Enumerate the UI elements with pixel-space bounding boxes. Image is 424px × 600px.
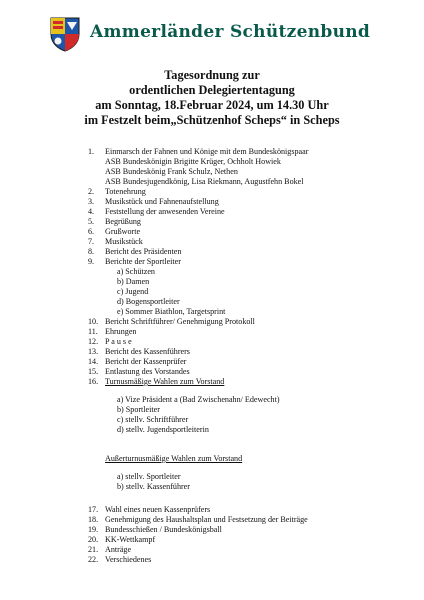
sub-line: e) Sommer Biathlon, Targetsprint: [117, 307, 226, 316]
agenda-item-number: 1.: [88, 147, 95, 156]
sub-line: b) Sportleiter: [117, 405, 160, 414]
title-line-3: am Sonntag, 18.Februar 2024, um 14.30 Uhr: [95, 98, 329, 112]
agenda-item-text: Feststellung der anwesenden Vereine: [105, 207, 225, 216]
agenda-item-number: 5.: [88, 217, 95, 226]
agenda-item-text: P a u s e: [105, 337, 132, 346]
agenda-item-number: 9.: [88, 257, 95, 266]
agenda-item-number: 21.: [88, 545, 99, 554]
agenda-item-number: 12.: [88, 337, 99, 346]
letterhead: [50, 14, 390, 54]
agenda-item-text: Bericht des Kassenführers: [105, 347, 190, 356]
agenda-item-number: 20.: [88, 535, 99, 544]
agenda-item-text: Berichte der Sportleiter: [105, 257, 181, 266]
agenda-item-number: 17.: [88, 505, 99, 514]
agenda-item-text: Entlastung des Vorstandes: [105, 367, 190, 376]
sub-line: a) Schützen: [117, 267, 155, 276]
agenda-item-number: 11.: [88, 327, 98, 336]
title-line-4: im Festzelt beim„Schützenhof Scheps“ in Scheps: [84, 113, 340, 127]
sub-line: a) Vize Präsident a (Bad Zwischenahn/ Edewecht): [117, 395, 280, 404]
sub-line: d) Bogensportleiter: [117, 297, 180, 306]
agenda-item-text: Verschiedenes: [105, 555, 152, 564]
agenda-item-number: 16.: [88, 377, 99, 386]
agenda-item-number: 13.: [88, 347, 99, 356]
agenda-item-text: Bericht des Präsidenten: [105, 247, 182, 256]
agenda-item-number: 15.: [88, 367, 99, 376]
agenda-item-text: Bericht Schriftführer/ Genehmigung Protokoll: [105, 317, 255, 326]
agenda-item-text: Grußworte: [105, 227, 141, 236]
agenda-item-text: Begrüßung: [105, 217, 141, 226]
agenda-item-text: Turnusmäßige Wahlen zum Vorstand: [105, 377, 225, 386]
agenda-item-text: Musikstück und Fahnenaufstellung: [105, 197, 219, 206]
agenda-item-text: KK-Wettkampf: [105, 535, 156, 544]
agenda-item-number: 4.: [88, 207, 95, 216]
sub-line: a) stellv. Sportleiter: [117, 472, 181, 481]
sub-line: b) Damen: [117, 277, 150, 286]
agenda-item-text: Einmarsch der Fahnen und Könige mit dem Bundeskönigspaar: [105, 147, 309, 156]
agenda-item-text: Wahl eines neuen Kassenprüfers: [105, 505, 211, 514]
agenda-item-number: 8.: [88, 247, 95, 256]
sub-line: b) stellv. Kassenführer: [117, 482, 190, 491]
sub-line: ASB Bundesjugendkönig, Lisa Riekmann, Augustfehn Bokel: [105, 177, 304, 186]
sub-line: d) stellv. Jugendsportleiterin: [117, 425, 209, 434]
sub-line: c) Jugend: [117, 287, 149, 296]
section-heading: Außerturnusmäßige Wahlen zum Vorstand: [105, 454, 243, 463]
agenda-item-number: 6.: [88, 227, 95, 236]
agenda-item-number: 3.: [88, 197, 95, 206]
agenda-item-text: Genehmigung des Haushaltsplan und Festsetzung der Beiträge: [105, 515, 308, 524]
agenda-item-number: 7.: [88, 237, 95, 246]
sub-line: ASB Bundeskönig Frank Schulz, Nethen: [105, 167, 238, 176]
agenda-item-text: Anträge: [105, 545, 132, 554]
agenda-item-number: 2.: [88, 187, 95, 196]
agenda-item-number: 18.: [88, 515, 99, 524]
sub-line: ASB Bundeskönigin Brigitte Krüger, Ochholt Howiek: [105, 157, 281, 166]
agenda-item-number: 22.: [88, 555, 99, 564]
sub-line: c) stellv. Schriftführer: [117, 415, 189, 424]
agenda-item-number: 10.: [88, 317, 99, 326]
coat-of-arms-icon: [50, 16, 80, 52]
agenda-item-number: 19.: [88, 525, 99, 534]
agenda-item-text: Musikstück: [105, 237, 143, 246]
agenda-item-text: Bericht der Kassenprüfer: [105, 357, 187, 366]
agenda-item-text: Ehrungen: [105, 327, 137, 336]
agenda-item-text: Bundesschießen / Bundeskönigsball: [105, 525, 222, 534]
agenda-item-text: Totenehrung: [105, 187, 146, 196]
title-line-1: Tagesordnung zur: [164, 68, 260, 82]
organization-name: Ammerländer Schützenbund: [90, 22, 371, 42]
agenda-item-number: 14.: [88, 357, 99, 366]
title-line-2: ordentlichen Delegiertentagung: [129, 83, 295, 97]
